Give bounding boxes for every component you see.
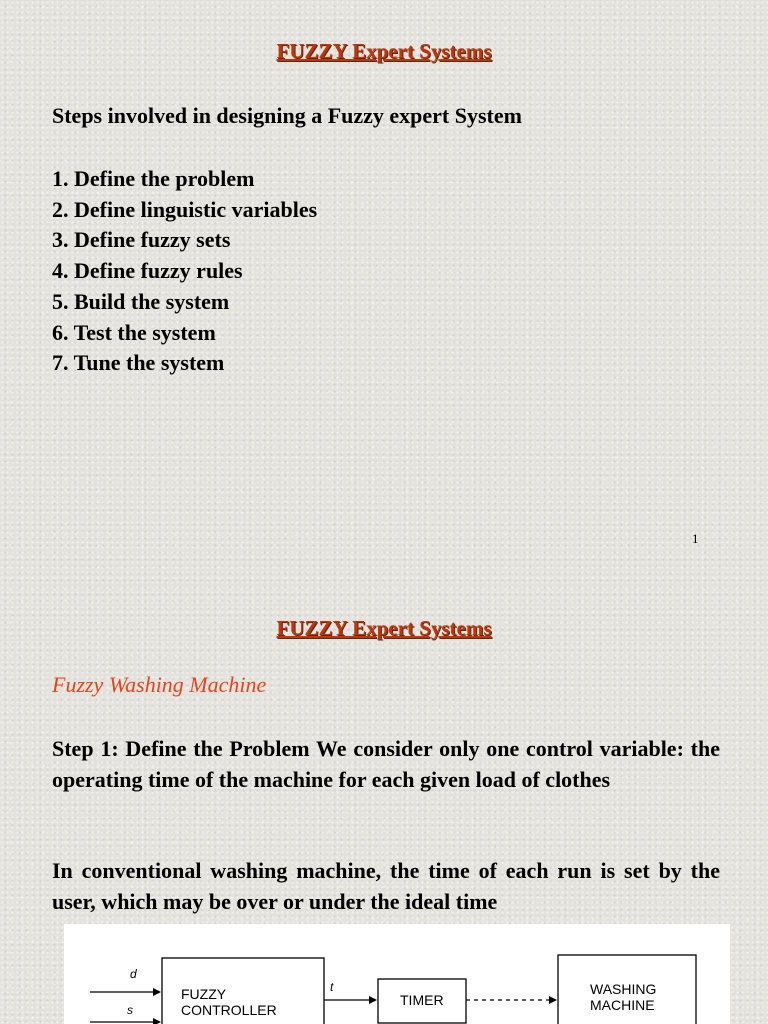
paragraph-problem: Step 1: Define the Problem We consider only one control variable: the operating time of the machine for each given load of clothes [52,736,720,792]
steps-list [52,164,317,379]
washing-machine-label-1: WASHING [590,981,657,997]
washing-machine-label-2: MACHINE [590,997,655,1013]
block-diagram [64,924,730,1024]
input-d-label: d [130,967,137,981]
fuzzy-controller-label-1: FUZZY [181,986,227,1002]
step-item: 5. Build the system [52,288,230,314]
step-item: 6. Test the system [52,319,216,345]
paragraph-conventional: In conventional washing machine, the time of each run is set by the user, which may be over or under the ideal time [52,858,720,914]
slide2-title: FUZZY Expert Systems [276,616,492,640]
signal-t-label: t [330,980,334,994]
page-number: 1 [692,531,699,546]
step-item: 4. Define fuzzy rules [52,258,243,284]
fuzzy-controller-label-2: CONTROLLER [181,1002,277,1018]
step-item: 7. Tune the system [52,350,225,376]
step-item: 3. Define fuzzy sets [52,227,231,253]
timer-label: TIMER [400,992,444,1008]
slide1-title: FUZZY Expert Systems [276,39,492,63]
input-s-label: s [127,1003,133,1017]
section-title: Fuzzy Washing Machine [52,672,267,697]
step-item: 2. Define linguistic variables [52,196,318,222]
step-item: 1. Define the problem [52,166,255,191]
slide1-subheading: Steps involved in designing a Fuzzy expert System [52,103,522,128]
block-diagram-svg [64,924,730,1024]
